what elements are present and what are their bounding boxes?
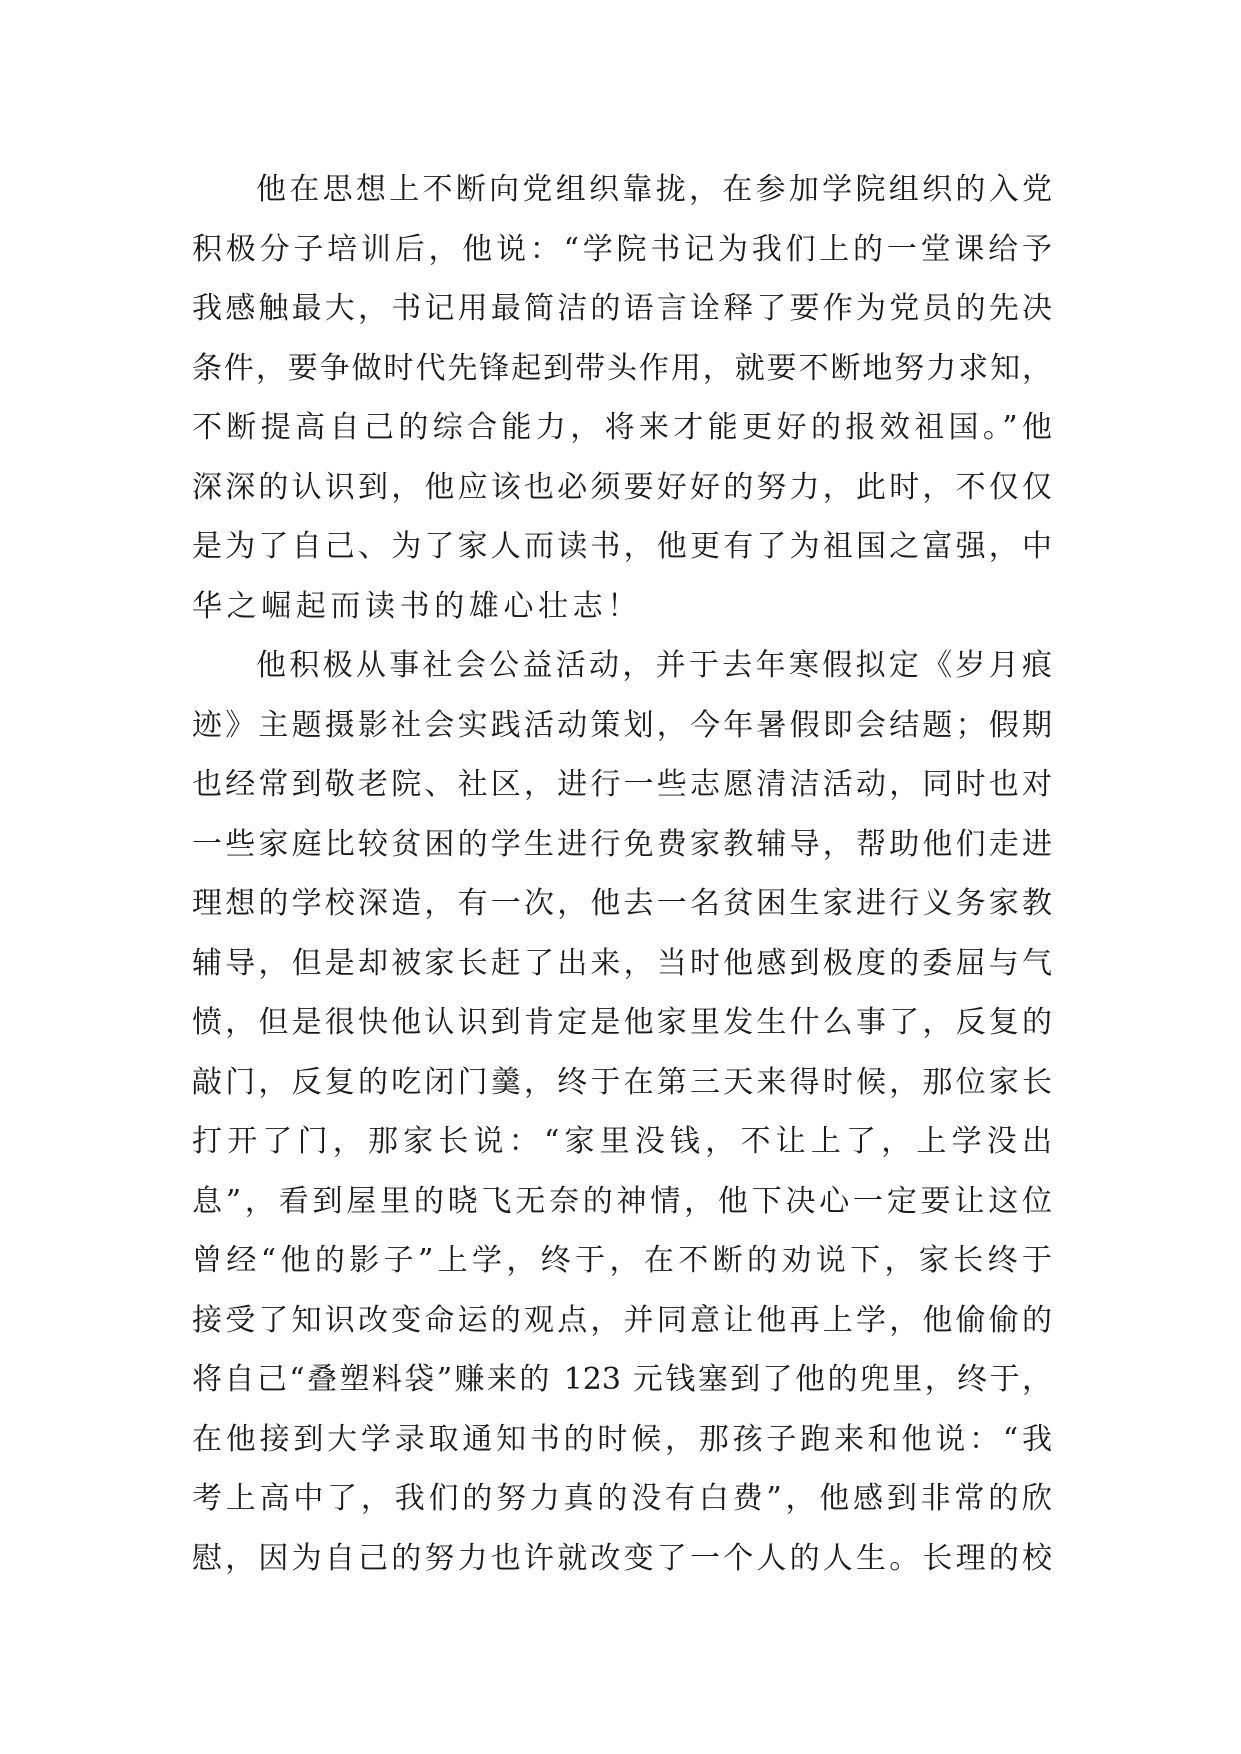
paragraph-2-line-10: 息”，看到屋里的晓飞无奈的神情，他下决心一定要让这位: [192, 1183, 1052, 1219]
body-text: [192, 160, 1052, 1588]
paragraph-1-line-5: 不断提高自己的综合能力，将来才能更好的报效祖国。”他: [192, 410, 1052, 445]
paragraph-1-line-3: 我感触最大，书记用最简洁的语言诠释了要作为党员的先决: [192, 291, 1052, 326]
paragraph-2-line-5: 理想的学校深造，有一次，他去一名贫困生家进行义务家教: [192, 886, 1052, 921]
paragraph-2-line-16: 慰，因为自己的努力也许就改变了一个人的人生。长理的校: [192, 1540, 1052, 1576]
paragraph-1-line-8: 华之崛起而读书的雄心壮志！: [192, 588, 642, 624]
paragraph-2-line-11: 曾经“他的影子”上学，终于，在不断的劝说下，家长终于: [192, 1243, 1052, 1278]
paragraph-2-line-13: 将自己“叠塑料袋”赚来的 123 元钱塞到了他的兜里，终于，: [192, 1362, 1052, 1397]
paragraph-2-line-6: 辅导，但是却被家长赶了出来，当时他感到极度的委屈与气: [192, 945, 1052, 981]
paragraph-1-line-4: 条件，要争做时代先锋起到带头作用，就要不断地努力求知，: [192, 350, 1052, 386]
paragraph-2-line-12: 接受了知识改变命运的观点，并同意让他再上学，他偷偷的: [192, 1302, 1052, 1338]
paragraph-2-line-14: 在他接到大学录取通知书的时候，那孩子跑来和他说：“我: [192, 1421, 1052, 1457]
paragraph-2-line-9: 打开了门，那家长说：“家里没钱，不让上了，上学没出: [192, 1124, 1052, 1159]
paragraph-2-line-4: 一些家庭比较贫困的学生进行免费家教辅导，帮助他们走进: [192, 826, 1052, 862]
paragraph-2-line-8: 敲门，反复的吃闭门羹，终于在第三天来得时候，那位家长: [192, 1064, 1052, 1100]
paragraph-2-line-7: 愤，但是很快他认识到肯定是他家里发生什么事了，反复的: [192, 1005, 1052, 1040]
paragraph-1-line-1: 他在思想上不断向党组织靠拢，在参加学院组织的入党: [256, 172, 1052, 207]
paragraph-1-line-7: 是为了自己、为了家人而读书，他更有了为祖国之富强，中: [192, 529, 1052, 564]
paragraph-2-line-2: 迹》主题摄影社会实践活动策划，今年暑假即会结题；假期: [192, 707, 1052, 743]
paragraph-1-line-6: 深深的认识到，他应该也必须要好好的努力，此时，不仅仅: [192, 469, 1052, 505]
paragraph-1-line-2: 积极分子培训后，他说：“学院书记为我们上的一堂课给予: [192, 231, 1052, 267]
paragraph-2-line-15: 考上高中了，我们的努力真的没有白费”，他感到非常的欣: [192, 1481, 1052, 1516]
paragraph-2-line-1: 他积极从事社会公益活动，并于去年寒假拟定《岁月痕: [256, 648, 1052, 683]
paragraph-2-line-3: 也经常到敬老院、社区，进行一些志愿清洁活动，同时也对: [192, 767, 1052, 802]
